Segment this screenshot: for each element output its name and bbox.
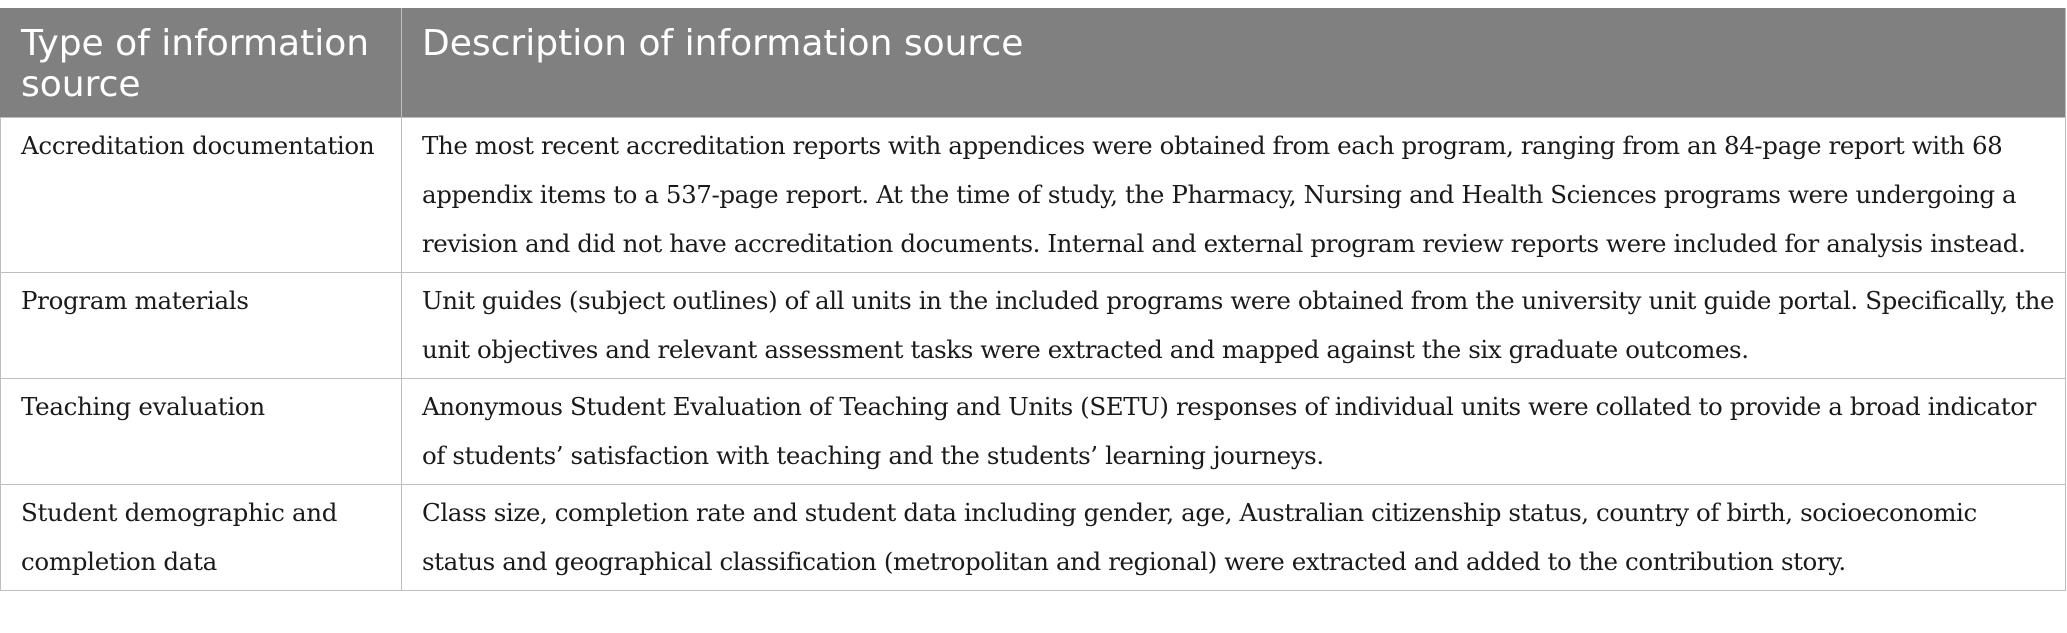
cell-source-description: Unit guides (subject outlines) of all units in the included programs were obtained from the university unit guide portal. Specifically, the unit objectives and relevant assessment tasks were extracted and mapped against the six graduate outcomes. — [402, 273, 2066, 379]
table-row — [1, 273, 2066, 379]
information-sources-table — [0, 8, 2066, 591]
table-row — [1, 118, 2066, 273]
cell-source-description: Anonymous Student Evaluation of Teaching and Units (SETU) responses of individual units were collated to provide a broad indicator of students’ satisfaction with teaching and the students’ learning journeys. — [402, 379, 2066, 485]
cell-source-description: The most recent accreditation reports with appendices were obtained from each program, ranging from an 84-page report with 68 appendix items to a 537-page report. At the time of study, the Pharmacy, Nursing and Health Sciences programs were undergoing a revision and did not have accreditation documents. Internal and external program review reports were included for analysis instead. — [402, 118, 2066, 273]
table-row — [1, 379, 2066, 485]
cell-source-type: Student demographic and completion data — [1, 485, 402, 591]
column-header-description: Description of information source — [402, 8, 2066, 118]
cell-source-type: Accreditation documentation — [1, 118, 402, 273]
table-body — [1, 118, 2066, 591]
cell-source-description: Class size, completion rate and student data including gender, age, Australian citizenship status, country of birth, socioeconomic status and geographical classification (metropolitan and regional) were extracted and added to the contribution story. — [402, 485, 2066, 591]
column-header-type: Type of information source — [1, 8, 402, 118]
table-header — [1, 8, 2066, 118]
table-row — [1, 485, 2066, 591]
information-sources-table-container — [0, 8, 2065, 591]
cell-source-type: Program materials — [1, 273, 402, 379]
header-row — [1, 8, 2066, 118]
cell-source-type: Teaching evaluation — [1, 379, 402, 485]
